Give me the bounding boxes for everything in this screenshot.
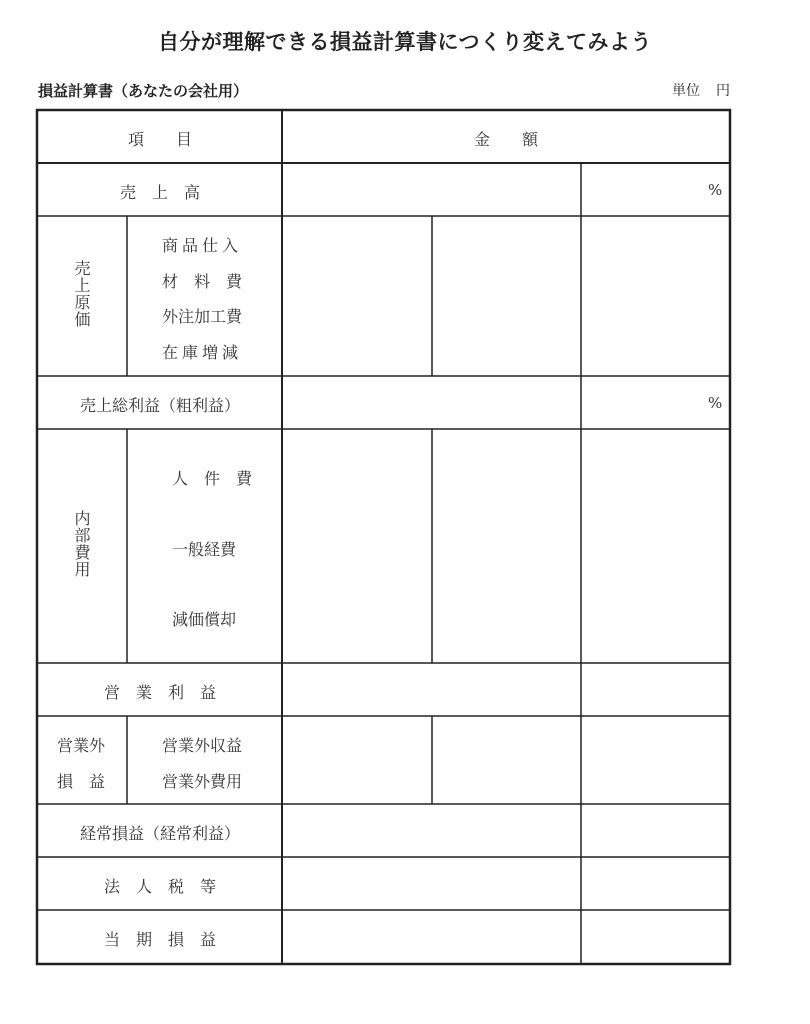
row-ordinary-profit-label: 経常損益（経常利益）	[79, 824, 241, 843]
unit-label: 単位	[672, 83, 700, 99]
cost-item-materials: 材 料 費	[162, 272, 243, 291]
row-net-profit-label: 当 期 損 益	[103, 930, 217, 949]
page-title: 自分が理解できる損益計算書につくり変えてみよう	[157, 30, 653, 54]
nonop-group-label-1: 営業外	[57, 736, 106, 755]
row-taxes-label: 法 人 税 等	[103, 877, 217, 896]
cost-item-outsourcing: 外注加工費	[162, 307, 243, 326]
internal-item-general: 一般経費	[172, 540, 237, 559]
internal-item-personnel: 人 件 費	[172, 469, 253, 488]
internal-item-depreciation: 減価償却	[172, 610, 237, 629]
nonop-group-label-2: 損 益	[57, 772, 106, 791]
unit-value: 円	[716, 83, 730, 99]
row-operating-profit-label: 営 業 利 益	[103, 683, 217, 702]
sales-percent: %	[708, 181, 723, 199]
gross-profit-percent: %	[708, 394, 723, 412]
cost-item-inventory-change: 在庫増減	[162, 343, 243, 362]
row-sales-label: 売 上 高	[119, 183, 201, 202]
row-gross-profit-label: 売上総利益（粗利益）	[79, 396, 241, 415]
nonop-item-expense: 営業外費用	[162, 772, 243, 791]
internal-group-label: 内部費用	[72, 510, 91, 578]
cost-item-purchases: 商品仕入	[162, 236, 243, 255]
cost-group-label: 売上原価	[72, 260, 91, 328]
header-item: 項 目	[127, 130, 193, 149]
statement-subtitle: 損益計算書（あなたの会社用）	[38, 82, 249, 100]
header-amount: 金 額	[473, 130, 539, 149]
nonop-item-income: 営業外収益	[162, 736, 243, 755]
